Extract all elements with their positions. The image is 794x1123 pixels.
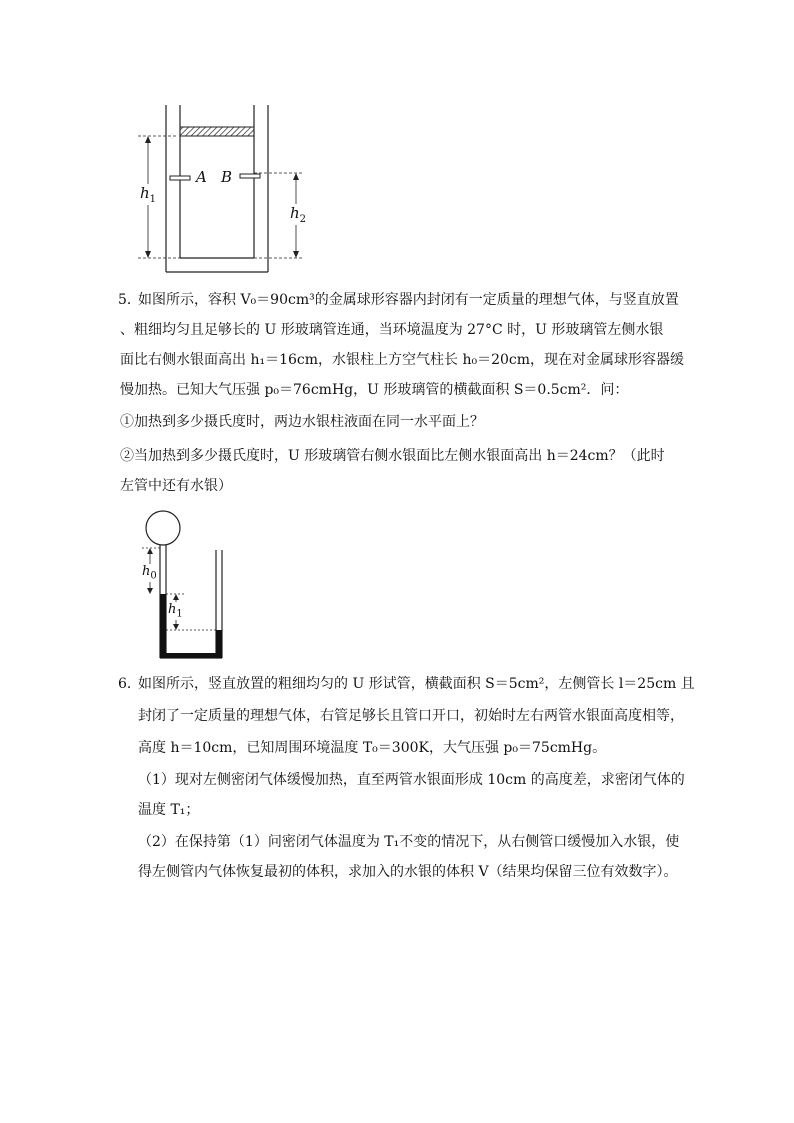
label-h0: $h_0$ bbox=[142, 564, 157, 582]
sub-question-2: ②当加热到多少摄氏度时，U 形玻璃管右侧水银面比左侧水银面高出 h＝24cm？（此时 bbox=[120, 448, 665, 464]
label-b: B bbox=[221, 168, 233, 186]
question-text-line: 如图所示，竖直放置的粗细均匀的 U 形试管，横截面积 S＝5cm²，左侧管长 l＝25cm 且 bbox=[138, 676, 695, 692]
label-h2: $h_2$ bbox=[290, 204, 307, 225]
question-text-line: 面比右侧水银面高出 h₁＝16cm，水银柱上方空气柱长 h₀＝20cm，现在对金属球形容器缓 bbox=[120, 352, 685, 368]
question-number: 5． bbox=[118, 292, 141, 308]
label-a: A bbox=[196, 168, 207, 186]
figure-1-diagram bbox=[136, 100, 336, 280]
sub-question-2-cont: 左管中还有水银） bbox=[120, 478, 232, 494]
label-h1: $h_1$ bbox=[168, 602, 183, 620]
question-number: 6． bbox=[118, 676, 141, 692]
figure-2 bbox=[136, 508, 246, 663]
label-h1: $h_1$ bbox=[140, 184, 157, 205]
question-text-line: 慢加热。已知大气压强 p₀＝76cmHg，U 形玻璃管的横截面积 S＝0.5cm²．问： bbox=[120, 382, 629, 398]
question-text-line: 如图所示，容积 V₀＝90cm³的金属球形容器内封闭有一定质量的理想气体，与竖直放置 bbox=[138, 292, 679, 308]
part-1: （1）现对左侧密闭气体缓慢加热，直至两管水银面形成 10cm 的高度差，求密闭气体的 bbox=[138, 772, 685, 788]
part-1-cont: 温度 T₁； bbox=[138, 802, 200, 818]
part-2: （2）在保持第（1）问密闭气体温度为 T₁不变的情况下，从右侧管口缓慢加入水银，使 bbox=[138, 834, 680, 850]
figure-2-diagram bbox=[136, 508, 246, 663]
part-2-cont: 得左侧管内气体恢复最初的体积，求加入的水银的体积 V（结果均保留三位有效数字）。 bbox=[138, 864, 678, 880]
question-text-line: 高度 h＝10cm，已知周围环境温度 T₀＝300K，大气压强 p₀＝75cmHg。 bbox=[138, 740, 607, 756]
sub-question-1: ①加热到多少摄氏度时，两边水银柱液面在同一水平面上？ bbox=[120, 414, 484, 430]
figure-1 bbox=[136, 100, 336, 280]
question-text-line: 、粗细均匀且足够长的 U 形玻璃管连通，当环境温度为 27°C 时，U 形玻璃管左侧水银 bbox=[120, 322, 664, 338]
question-text-line: 封闭了一定质量的理想气体，右管足够长且管口开口，初始时左右两管水银面高度相等， bbox=[138, 708, 684, 724]
